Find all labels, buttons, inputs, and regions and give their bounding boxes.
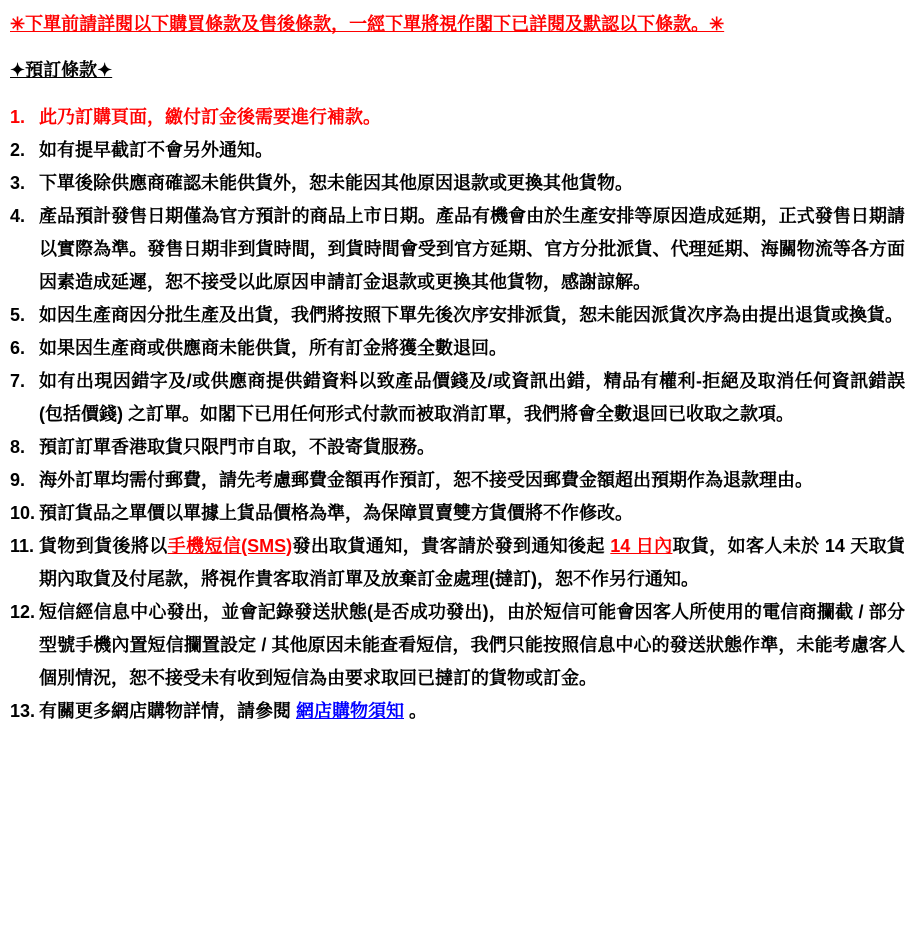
term-number: 6. — [10, 338, 26, 358]
term-item-2 — [10, 134, 905, 167]
term-text — [39, 464, 905, 497]
term-text-segment: 如有提早截訂不會另外通知。 — [39, 140, 273, 160]
term-number: 1. — [10, 107, 26, 127]
term-item-3 — [10, 167, 905, 200]
term-text-segment: 預訂訂單香港取貨只限門市自取，不設寄貨服務。 — [39, 437, 435, 457]
term-number: 11. — [10, 536, 35, 556]
term-text — [39, 596, 905, 695]
term-text — [39, 134, 905, 167]
term-item-10 — [10, 497, 905, 530]
highlighted-red-text: 14 日內 — [610, 536, 673, 556]
term-text — [39, 299, 905, 332]
term-text — [39, 365, 905, 431]
term-text-segment: 下單後除供應商確認未能供貨外，恕未能因其他原因退款或更換其他貨物。 — [39, 173, 633, 193]
term-item-4 — [10, 200, 905, 299]
term-text — [39, 167, 905, 200]
term-text-segment: 有關更多網店購物詳情，請參閱 — [39, 701, 296, 721]
term-text-segment: 產品預計發售日期僅為官方預計的商品上市日期。產品有機會由於生產安排等原因造成延期，正式發售日期請以實際為準。發售日期非到貨時間，到貨時間會受到官方延期、官方分批派貨、代理延期、海關物流等各方面因素造成延遲，恕不接受以此原因申請訂金退款或更換其他貨物，感謝諒解。 — [39, 206, 905, 292]
term-item-12 — [10, 596, 905, 695]
term-number: 9. — [10, 470, 26, 490]
term-item-9 — [10, 464, 905, 497]
purchase-notice-banner: ✳下單前請詳閱以下購買條款及售後條款，一經下單將視作閣下已詳閱及默認以下條款。✳ — [10, 14, 725, 34]
term-text-segment: 取貨，如客人未於 14 天取貨期內取貨及付尾款，將視作貴客取消訂單及放棄訂金處理(撻訂)，恕不作另行通知。 — [39, 536, 905, 589]
terms-list — [10, 101, 905, 728]
term-text-segment: 此乃訂購頁面，繳付訂金後需要進行補款。 — [39, 107, 381, 127]
term-text — [39, 497, 905, 530]
term-text-segment: 如有出現因錯字及/或供應商提供錯資料以致產品價錢及/或資訊出錯，精品有權利-拒絕及取消任何資訊錯誤(包括價錢) 之訂單。如閣下已用任何形式付款而被取消訂單，我們將會全數退回已收取之款項。 — [39, 371, 905, 424]
term-text-segment: 貨物到貨後將以 — [39, 536, 168, 556]
term-text — [39, 530, 905, 596]
term-text-segment: 預訂貨品之單價以單據上貨品價格為準，為保障買賣雙方貨價將不作修改。 — [39, 503, 633, 523]
term-text-segment: 如因生產商因分批生產及出貨，我們將按照下單先後次序安排派貨，恕未能因派貨次序為由提出退貨或換貨。 — [39, 305, 903, 325]
highlighted-red-text: 手機短信(SMS) — [167, 536, 293, 556]
term-item-5 — [10, 299, 905, 332]
term-text — [39, 695, 905, 728]
term-number: 12. — [10, 602, 36, 622]
term-number: 3. — [10, 173, 26, 193]
term-item-6 — [10, 332, 905, 365]
term-text-segment: 海外訂單均需付郵費，請先考慮郵費金額再作預訂，恕不接受因郵費金額超出預期作為退款理由。 — [39, 470, 813, 490]
term-item-1 — [10, 101, 905, 134]
term-item-11 — [10, 530, 905, 596]
term-number: 2. — [10, 140, 26, 160]
term-text-segment: 如果因生產商或供應商未能供貨，所有訂金將獲全數退回。 — [39, 338, 507, 358]
term-number: 13. — [10, 701, 36, 721]
term-number: 8. — [10, 437, 26, 457]
term-text — [39, 101, 905, 134]
term-item-8 — [10, 431, 905, 464]
term-text — [39, 200, 905, 299]
term-text — [39, 332, 905, 365]
term-text-segment: 短信經信息中心發出，並會記錄發送狀態(是否成功發出)，由於短信可能會因客人所使用的電信商攔截 / 部分型號手機內置短信攔置設定 / 其他原因未能查看短信，我們只能按照信息中心的發送狀態作準，未能考慮客人個別情況，恕不接受未有收到短信為由要求取回已撻訂的貨物或訂金。 — [39, 602, 905, 688]
term-number: 10. — [10, 503, 36, 523]
term-number: 7. — [10, 371, 26, 391]
term-text-segment: 。 — [404, 701, 428, 721]
term-number: 5. — [10, 305, 26, 325]
term-text — [39, 431, 905, 464]
term-item-7 — [10, 365, 905, 431]
section-title-preorder-terms: ✦預訂條款✦ — [10, 60, 113, 80]
shop-guide-link[interactable]: 網店購物須知 — [296, 701, 404, 721]
term-item-13 — [10, 695, 905, 728]
term-text-segment: 發出取貨通知，貴客請於發到通知後起 — [292, 536, 611, 556]
term-number: 4. — [10, 206, 26, 226]
